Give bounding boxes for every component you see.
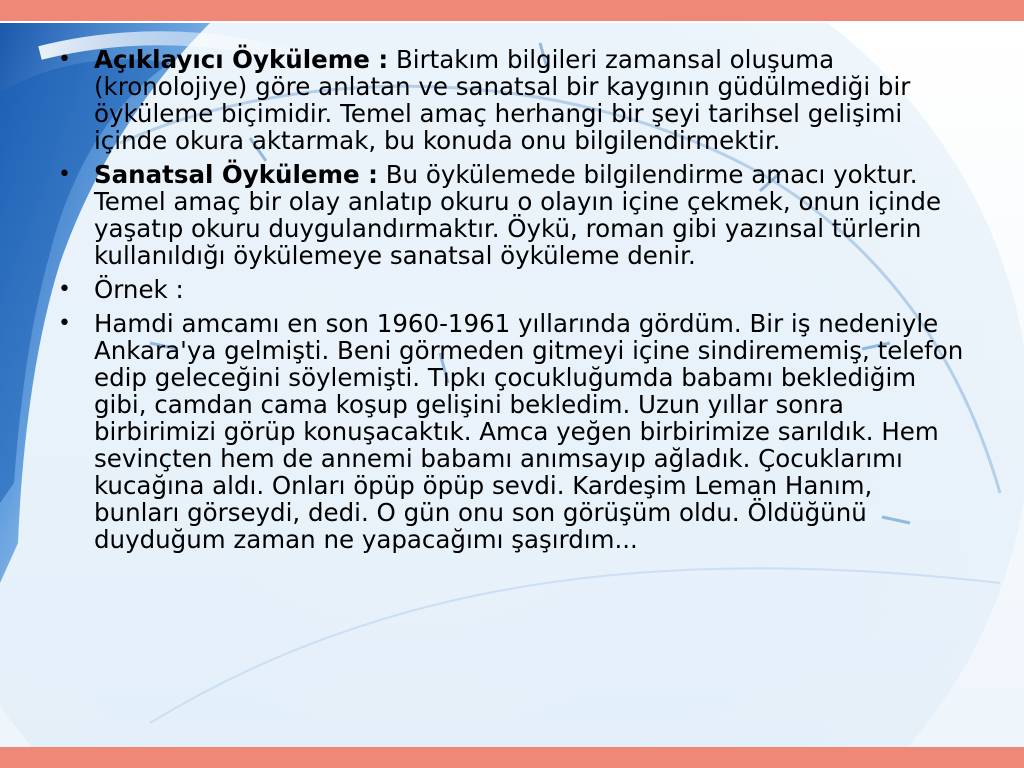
- list-item: [58, 46, 964, 154]
- bullet-icon: •: [58, 47, 71, 72]
- term-label: Sanatsal Öyküleme :: [94, 160, 378, 189]
- list-item: [58, 310, 964, 553]
- item-text: Birtakım bilgileri zamansal oluşuma (kronolojiye) göre anlatan ve sanatsal bir kaygının güdülmediği bir öyküleme biçimidir. Temel amaç herhangi bir şeyi tarihsel gelişimi içinde okura aktarmak, bu konuda onu bilgilendirmektir.: [94, 45, 911, 155]
- bullet-icon: •: [58, 277, 71, 302]
- item-text: Bu öykülemede bilgilendirme amacı yoktur. Temel amaç bir olay anlatıp okuru o olayın içine çekmek, onun içinde yaşatıp okuru duygulandırmaktır. Öykü, roman gibi yazınsal türlerin kullanıldığı öykülemeye sanatsal öyküleme denir.: [94, 160, 942, 270]
- item-text: Örnek :: [94, 275, 184, 304]
- bullet-icon: •: [58, 311, 71, 336]
- top-decor-band: [0, 0, 1024, 21]
- bullet-list: [58, 46, 964, 553]
- list-item: [58, 276, 964, 303]
- list-item: [58, 161, 964, 269]
- bottom-decor-band: [0, 747, 1024, 768]
- slide-content: [58, 46, 964, 560]
- bullet-icon: •: [58, 162, 71, 187]
- item-text: Hamdi amcamı en son 1960-1961 yıllarında gördüm. Bir iş nedeniyle Ankara'ya gelmişti. Beni görmeden gitmeyi içine sindirememiş, telefon edip geleceğini söylemişti. Tıpkı çocukluğumda babamı beklediğim gibi, camdan cama koşup gelişini bekledim. Uzun yıllar sonra birbirimizi görüp konuşacaktık. Amca yeğen birbirimize sarıldık. Hem sevinçten hem de annemi babamı anımsayıp ağladık. Çocuklarımı kucağına aldı. Onları öpüp öpüp sevdi. Kardeşim Leman Hanım, bunları görseydi, dedi. O gün onu son görüşüm oldu. Öldüğünü duyduğum zaman ne yapacağımı şaşırdım...: [94, 309, 964, 554]
- term-label: Açıklayıcı Öyküleme :: [94, 45, 389, 74]
